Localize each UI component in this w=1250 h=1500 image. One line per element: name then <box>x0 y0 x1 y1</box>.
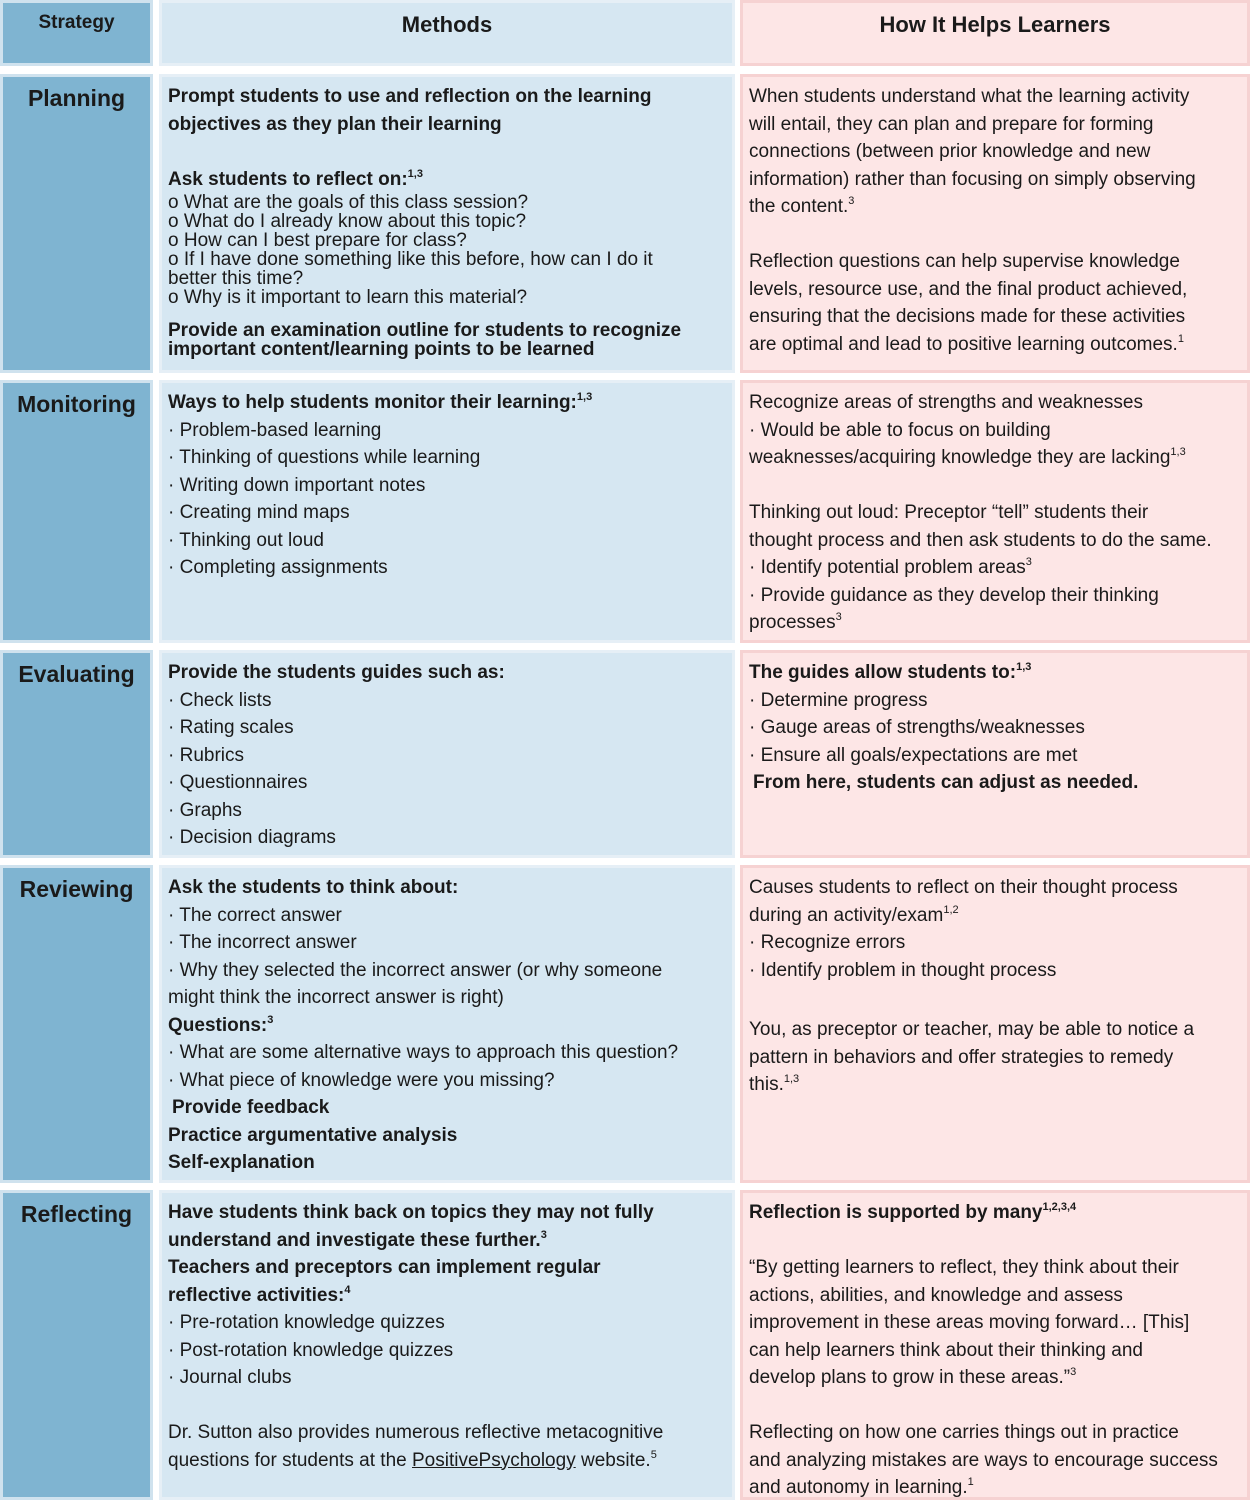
helps-planning-body <box>743 77 1247 358</box>
question-item: o What do I already know about this topic? <box>168 211 527 232</box>
methods-reflecting <box>159 1190 735 1500</box>
text-line: Teachers and preceptors can implement regular <box>168 1257 601 1278</box>
helps-evaluating <box>740 650 1250 858</box>
methods-reviewing-body <box>162 868 732 1177</box>
methods-reviewing <box>159 865 735 1183</box>
text-line: processes$^3$ <box>749 611 842 633</box>
text-line: From here, students can adjust as needed. <box>753 772 1139 793</box>
text-line: “By getting learners to reflect, they think about their <box>749 1257 1179 1278</box>
list-item: · Completing assignments <box>168 557 388 578</box>
strategy-label: Monitoring <box>17 391 136 417</box>
text-line: important content/learning points to be learned <box>168 339 595 360</box>
methods-monitoring <box>159 380 735 643</box>
list-item: · What are some alternative ways to approach this question? <box>168 1042 679 1063</box>
list-item: · Problem-based learning <box>168 419 382 441</box>
text-line: ensuring that the decisions made for these activities <box>749 306 1186 327</box>
helps-reviewing-body <box>743 868 1247 1099</box>
text-line: Provide the students guides such as: <box>168 662 505 683</box>
strategy-reflecting <box>0 1190 153 1500</box>
text-line: Practice argumentative analysis <box>168 1124 458 1146</box>
strategy-planning <box>0 74 153 373</box>
text-line: can help learners think about their thinking and <box>749 1339 1143 1361</box>
methods-monitoring-body <box>162 383 732 582</box>
text-line: Dr. Sutton also provides numerous reflective metacognitive <box>168 1422 664 1443</box>
list-item: · Why they selected the incorrect answer (or why someone <box>168 959 663 981</box>
methods-reflecting-body <box>162 1193 732 1474</box>
header-strategy-cell <box>0 0 153 66</box>
text-line: develop plans to grow in these areas.”$^3$ <box>749 1366 1077 1388</box>
text-line: Provide feedback <box>172 1097 330 1118</box>
text-line: this.$^{1,3}$ <box>749 1073 800 1095</box>
text-line: questions for students at the PositivePsychology website.$^5$ <box>168 1448 657 1471</box>
header-methods: Methods <box>401 12 493 37</box>
text-line: are optimal and lead to positive learning outcomes.$^1$ <box>749 332 1184 355</box>
text-line: will entail, they can plan and prepare for forming <box>749 113 1154 135</box>
methods-evaluating-body <box>162 653 732 852</box>
list-item: · Pre-rotation knowledge quizzes <box>168 1312 445 1333</box>
list-item: · Would be able to focus on building <box>749 419 1051 441</box>
methods-planning-body <box>162 77 732 359</box>
list-item: · Identify potential problem areas$^3$ <box>749 556 1032 578</box>
text-line: during an activity/exam$^{1,2}$ <box>749 903 959 926</box>
list-item: · Journal clubs <box>168 1367 292 1388</box>
text-line: Ways to help students monitor their learning:$^{1,3}$ <box>168 391 593 413</box>
text-line: the content.$^3$ <box>749 195 855 217</box>
list-item: · Post-rotation knowledge quizzes <box>168 1339 454 1361</box>
list-item: · The correct answer <box>168 904 342 926</box>
helps-monitoring <box>740 380 1250 643</box>
list-item: · Thinking of questions while learning <box>168 447 481 468</box>
list-item: · Graphs <box>168 799 242 821</box>
text-line: You, as preceptor or teacher, may be able to notice a <box>749 1019 1195 1040</box>
text-line: connections (between prior knowledge and new <box>749 141 1151 162</box>
helps-reflecting-body <box>743 1193 1247 1500</box>
positivepsychology-link[interactable]: PositivePsychology <box>412 1449 576 1471</box>
text-line: Provide an examination outline for students to recognize <box>168 320 682 341</box>
text-line: Causes students to reflect on their thought process <box>749 877 1178 898</box>
text-line: Ask the students to think about: <box>168 877 459 898</box>
helps-monitoring-body <box>743 383 1247 637</box>
list-item: · Rating scales <box>168 717 294 738</box>
list-item: · The incorrect answer <box>168 932 357 953</box>
list-item: · Ensure all goals/expectations are met <box>749 744 1078 766</box>
strategy-monitoring <box>0 380 153 643</box>
text-line: pattern in behaviors and offer strategies to remedy <box>749 1046 1174 1068</box>
text-line: reflective activities:$^4$ <box>168 1283 351 1306</box>
text-line: Recognize areas of strengths and weaknesses <box>749 392 1143 413</box>
methods-planning <box>159 74 735 373</box>
strategy-label: Evaluating <box>18 661 135 687</box>
text-line: weaknesses/acquiring knowledge they are lacking$^{1,3}$ <box>749 446 1186 468</box>
list-item: · What piece of knowledge were you missing? <box>168 1069 555 1091</box>
list-item: · Writing down important notes <box>168 474 426 496</box>
question-item: better this time? <box>168 268 304 289</box>
text-line: Self-explanation <box>168 1152 315 1173</box>
header-methods-cell <box>159 0 735 66</box>
list-item: · Decision diagrams <box>168 827 336 848</box>
header-strategy: Strategy <box>38 12 115 33</box>
list-item: · Recognize errors <box>749 932 906 953</box>
question-item: o What are the goals of this class session? <box>168 192 529 213</box>
text-line: Questions:$^3$ <box>168 1013 274 1036</box>
text-line: levels, resource use, and the final product achieved, <box>749 278 1188 300</box>
strategy-label: Reflecting <box>20 1201 133 1227</box>
methods-evaluating <box>159 650 735 858</box>
text-line: information) rather than focusing on simply observing <box>749 168 1196 190</box>
text-line: Reflection is supported by many$^{1,2,3,4}$ <box>749 1201 1077 1223</box>
text-line: Thinking out loud: Preceptor “tell” students their <box>749 502 1149 523</box>
list-item: · Creating mind maps <box>168 502 350 523</box>
text-line: thought process and then ask students to do the same. <box>749 529 1212 551</box>
question-item: o If I have done something like this before, how can I do it <box>168 249 653 270</box>
list-item: · Rubrics <box>168 744 245 766</box>
text-line: Reflecting on how one carries things out in practice <box>749 1422 1179 1443</box>
list-item: · Gauge areas of strengths/weaknesses <box>749 717 1085 738</box>
list-item: · Determine progress <box>749 689 928 711</box>
question-item: o How can I best prepare for class? <box>168 230 467 251</box>
header-helps: How It Helps Learners <box>879 12 1111 37</box>
helps-planning <box>740 74 1250 373</box>
helps-evaluating-body <box>743 653 1247 797</box>
list-item: · Provide guidance as they develop their thinking <box>749 584 1159 606</box>
list-item: · Identify problem in thought process <box>749 959 1057 981</box>
list-item: · Check lists <box>168 689 272 711</box>
list-item: might think the incorrect answer is right) <box>168 987 504 1008</box>
strategy-evaluating <box>0 650 153 858</box>
question-item: o Why is it important to learn this material? <box>168 287 528 308</box>
list-item: · Thinking out loud <box>168 529 324 551</box>
helps-reflecting <box>740 1190 1250 1500</box>
strategy-reviewing <box>0 865 153 1183</box>
text-line: The guides allow students to:$^{1,3}$ <box>749 661 1032 683</box>
text-line: Ask students to reflect on:$^{1,3}$ <box>168 167 423 190</box>
list-item: · Questionnaires <box>168 772 308 793</box>
text-line: Have students think back on topics they may not fully <box>168 1202 654 1223</box>
strategy-label: Planning <box>27 85 126 111</box>
text-line: Reflection questions can help supervise knowledge <box>749 251 1180 272</box>
text-line: and autonomy in learning.$^1$ <box>749 1476 974 1498</box>
strategy-label: Reviewing <box>19 876 134 902</box>
text-line: and analyzing mistakes are ways to encourage success <box>749 1449 1218 1471</box>
text-line: Prompt students to use and reflection on the learning <box>168 86 652 107</box>
text-line: When students understand what the learning activity <box>749 86 1190 107</box>
header-helps-cell <box>740 0 1250 66</box>
text-line: improvement in these areas moving forward… [This] <box>749 1312 1190 1333</box>
text-line: understand and investigate these further.$^3$ <box>168 1228 547 1251</box>
text-line: objectives as they plan their learning <box>168 113 502 135</box>
helps-reviewing <box>740 865 1250 1183</box>
text-line: actions, abilities, and knowledge and assess <box>749 1284 1123 1306</box>
